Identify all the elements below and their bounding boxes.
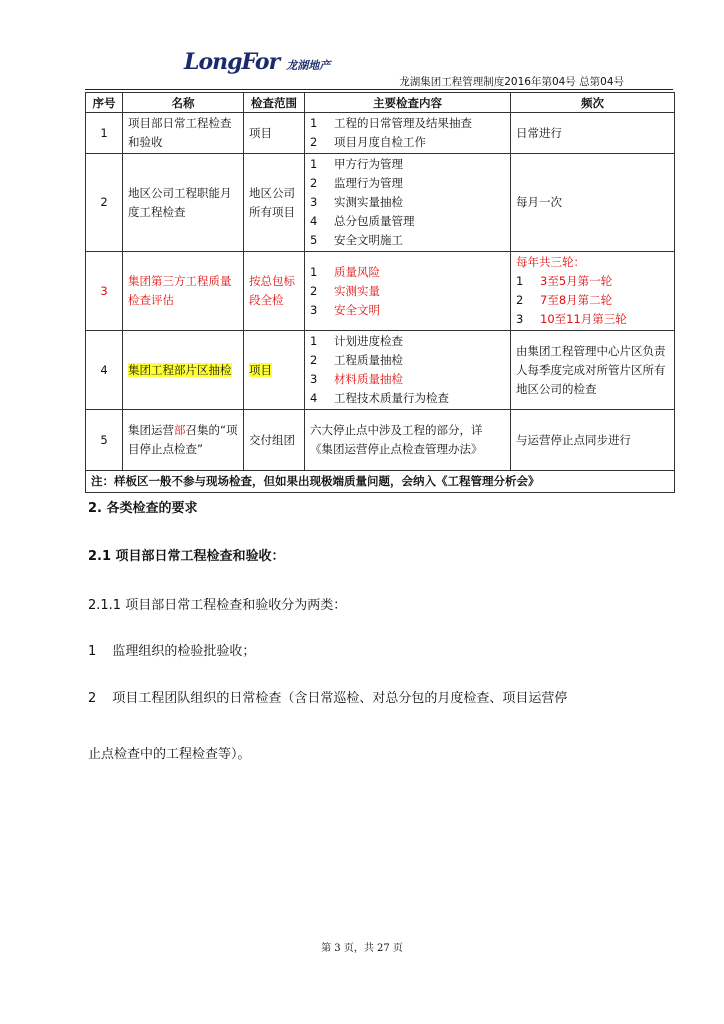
list-item-continuation: 止点检查中的工程检查等）。 <box>88 747 251 762</box>
inspection-table <box>85 92 675 493</box>
content-item: 2 监理行为管理 <box>310 176 403 190</box>
table-note-row <box>86 471 675 493</box>
row-no: 2 <box>86 154 123 252</box>
row-name: 项目部日常工程检查和验收 <box>123 113 244 154</box>
table-row <box>86 252 675 331</box>
col-header-scope: 检查范围 <box>244 93 305 113</box>
frequency-item: 2 7至8月第二轮 <box>516 293 613 307</box>
highlighted-scope: 项目 <box>249 362 272 377</box>
row-frequency: 每月一次 <box>511 154 675 252</box>
row-no: 3 <box>86 252 123 331</box>
section-2-heading: 2. 各类检查的要求 <box>88 501 198 516</box>
document-info: 龙湖集团工程管理制度2016年第04号 总第04号 <box>399 76 624 88</box>
content-item: 1 工程的日常管理及结果抽查 <box>310 116 472 130</box>
list-item-text: 项目工程团队组织的日常检查（含日常巡检、对总分包的月度检查、项目运营停 <box>112 691 568 706</box>
row-name: 地区公司工程职能月度工程检查 <box>123 154 244 252</box>
content-item: 2 实测实量 <box>310 283 380 298</box>
row-frequency <box>511 252 675 331</box>
row-frequency: 由集团工程管理中心片区负责人每季度完成对所管片区所有地区公司的检查 <box>511 331 675 410</box>
content-item: 5 安全文明施工 <box>310 233 403 247</box>
row-content: 六大停止点中涉及工程的部分，详《集团运营停止点检查管理办法》 <box>305 410 511 471</box>
section-2-1-1-text: 2.1.1 项目部日常工程检查和验收分为两类： <box>88 598 347 613</box>
row-name: 集团运营部召集的“项目停止点检查” <box>123 410 244 471</box>
list-item-text: 监理组织的检验批验收； <box>112 644 256 659</box>
content-item: 4 工程技术质量行为检查 <box>310 391 449 405</box>
row-content <box>305 113 511 154</box>
row-frequency: 日常进行 <box>511 113 675 154</box>
content-item: 1 计划进度检查 <box>310 334 403 348</box>
list-item <box>88 687 567 706</box>
row-scope: 项目 <box>244 113 305 154</box>
row-name: 集团第三方工程质量检查评估 <box>123 252 244 331</box>
content-item: 2 工程质量抽检 <box>310 353 403 367</box>
content-item: 3 材料质量抽检 <box>310 372 403 386</box>
row-no: 1 <box>86 113 123 154</box>
table-row <box>86 113 675 154</box>
table-row <box>86 154 675 252</box>
row-frequency: 与运营停止点同步进行 <box>511 410 675 471</box>
table-note: 注：样板区一般不参与现场检查，但如果出现极端质量问题，会纳入《工程管理分析会》 <box>86 471 675 493</box>
row-no: 5 <box>86 410 123 471</box>
frequency-item: 3 10至11月第三轮 <box>516 312 627 326</box>
row-scope: 按总包标段全检 <box>244 252 305 331</box>
row-scope: 交付组团 <box>244 410 305 471</box>
content-item: 3 安全文明 <box>310 302 380 317</box>
col-header-name: 名称 <box>123 93 244 113</box>
content-item: 1 甲方行为管理 <box>310 157 403 171</box>
content-item: 3 实测实量抽检 <box>310 195 403 209</box>
logo-chinese: 龙湖地产 <box>286 59 331 72</box>
list-item-number: 2 <box>88 691 97 706</box>
highlighted-name: 集团工程部片区抽检 <box>128 362 232 377</box>
col-header-no: 序号 <box>86 93 123 113</box>
list-item <box>88 640 255 659</box>
row-scope <box>244 331 305 410</box>
row-no: 4 <box>86 331 123 410</box>
table-row <box>86 410 675 471</box>
row-content <box>305 331 511 410</box>
row-name <box>123 331 244 410</box>
content-item: 4 总分包质量管理 <box>310 214 415 228</box>
content-item: 2 项目月度自检工作 <box>310 135 426 149</box>
frequency-title: 每年共三轮： <box>516 255 585 269</box>
page-number: 第 3 页，共 27 页 <box>321 943 403 954</box>
col-header-content: 主要检查内容 <box>305 93 511 113</box>
header-divider <box>85 89 673 90</box>
row-content <box>305 252 511 331</box>
table-row <box>86 331 675 410</box>
company-logo <box>184 49 330 75</box>
section-2-1-heading: 2.1 项目部日常工程检查和验收： <box>88 549 285 564</box>
content-item: 1 质量风险 <box>310 264 380 279</box>
row-scope: 地区公司所有项目 <box>244 154 305 252</box>
table-header-row <box>86 93 675 113</box>
row-content <box>305 154 511 252</box>
frequency-item: 1 3至5月第一轮 <box>516 274 613 288</box>
col-header-frequency: 频次 <box>511 93 675 113</box>
logo-brand: LongFor <box>184 49 280 75</box>
list-item-number: 1 <box>88 644 97 659</box>
